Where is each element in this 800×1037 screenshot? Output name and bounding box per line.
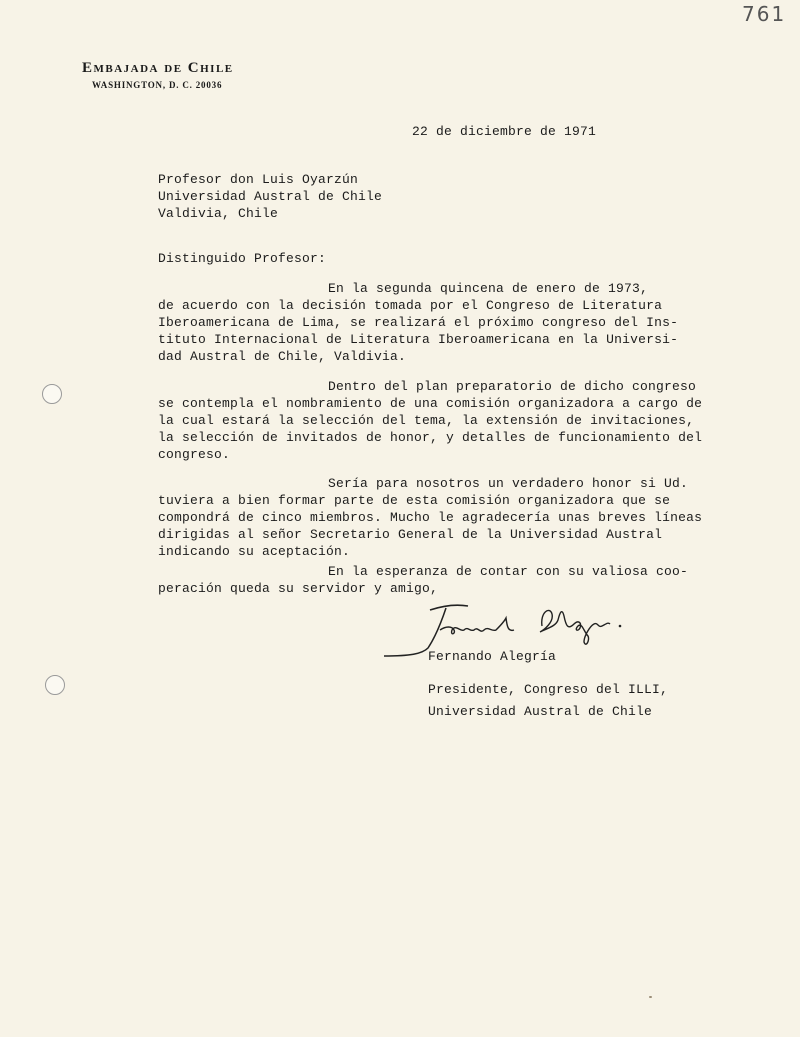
signer-name: Fernando Alegría xyxy=(428,649,557,664)
paragraph-1-line-1: En la segunda quincena de enero de 1973, xyxy=(328,281,649,296)
letter-date: 22 de diciembre de 1971 xyxy=(412,124,597,139)
paper-speck xyxy=(649,996,652,998)
paragraph-2-line-5: congreso. xyxy=(158,447,231,462)
paragraph-2-line-2: se contempla el nombramiento de una comisión organizadora a cargo de xyxy=(158,396,703,411)
signer-title-2: Universidad Austral de Chile xyxy=(428,704,653,719)
paragraph-3-line-1: Sería para nosotros un verdadero honor si Ud. xyxy=(328,476,689,491)
punch-hole-lower xyxy=(45,675,65,695)
paragraph-1-line-2: de acuerdo con la decisión tomada por el Congreso de Literatura xyxy=(158,298,663,313)
paragraph-4-line-2: peración queda su servidor y amigo, xyxy=(158,581,439,596)
letterhead-title: Embajada de Chile xyxy=(82,60,234,76)
recipient-line-1: Profesor don Luis Oyarzún xyxy=(158,172,359,187)
paragraph-2-line-3: la cual estará la selección del tema, la extensión de invitaciones, xyxy=(158,413,695,428)
paragraph-2-line-1: Dentro del plan preparatorio de dicho congreso xyxy=(328,379,697,394)
paragraph-1-line-4: tituto Internacional de Literatura Iberoamericana en la Universi- xyxy=(158,332,679,347)
letterhead-address: WASHINGTON, D. C. 20036 xyxy=(92,80,223,90)
paragraph-3-line-5: indicando su aceptación. xyxy=(158,544,351,559)
paragraph-3-line-4: dirigidas al señor Secretario General de la Universidad Austral xyxy=(158,527,663,542)
paragraph-3-line-2: tuviera a bien formar parte de esta comisión organizadora que se xyxy=(158,493,671,508)
paragraph-3-line-3: compondrá de cinco miembros. Mucho le agradecería unas breves líneas xyxy=(158,510,703,525)
paragraph-2-line-4: la selección de invitados de honor, y detalles de funcionamiento del xyxy=(158,430,703,445)
salutation: Distinguido Profesor: xyxy=(158,251,327,266)
recipient-line-3: Valdivia, Chile xyxy=(158,206,279,221)
signer-title-1: Presidente, Congreso del ILLI, xyxy=(428,682,669,697)
punch-hole-upper xyxy=(42,384,62,404)
paragraph-1-line-5: dad Austral de Chile, Valdivia. xyxy=(158,349,407,364)
recipient-line-2: Universidad Austral de Chile xyxy=(158,189,383,204)
paragraph-4-line-1: En la esperanza de contar con su valiosa coo- xyxy=(328,564,689,579)
archive-number: 761 xyxy=(742,2,787,26)
paragraph-1-line-3: Iberoamericana de Lima, se realizará el próximo congreso del Ins- xyxy=(158,315,679,330)
